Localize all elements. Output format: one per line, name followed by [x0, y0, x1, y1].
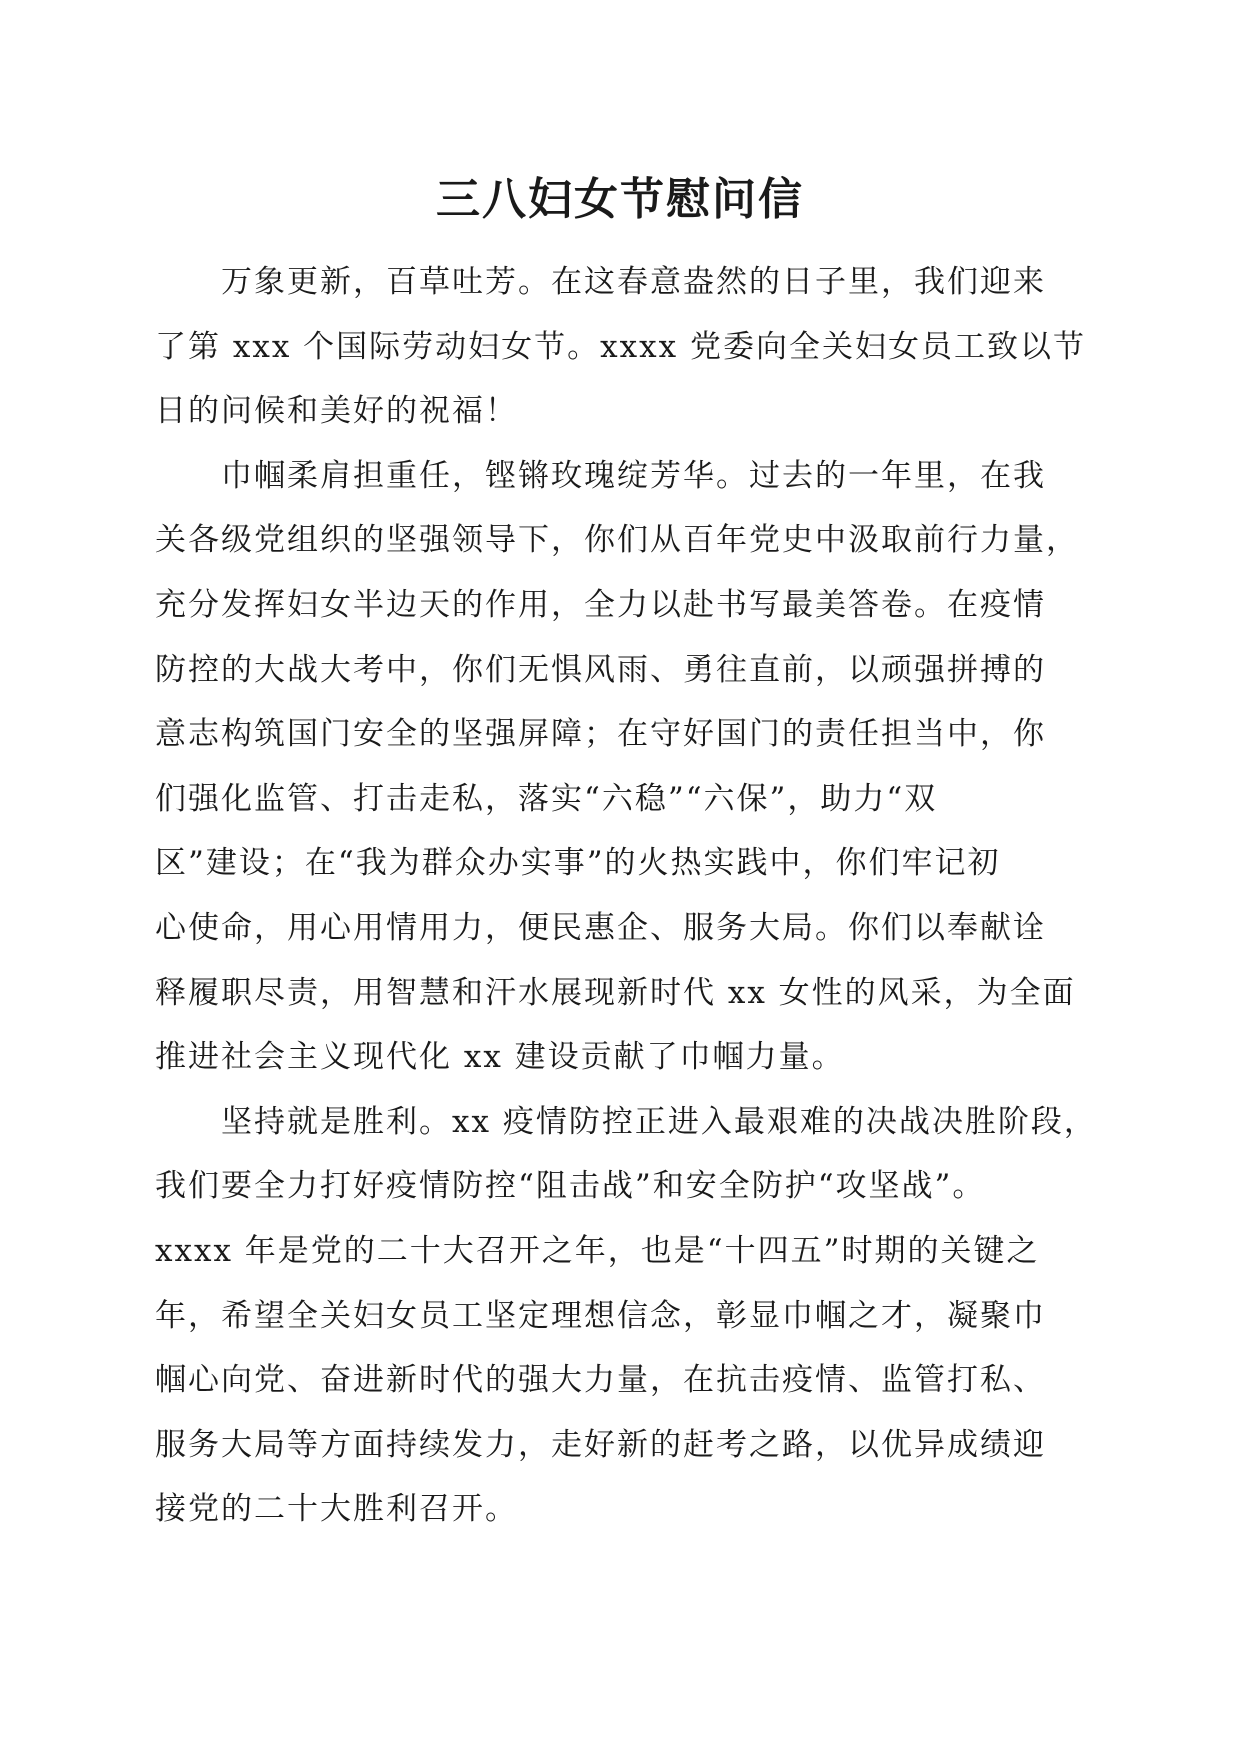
paragraph-3-line-3: xxxx 年是党的二十大召开之年，也是“十四五”时期的关键之 [155, 1232, 1040, 1269]
paragraph-2-line-9: 释履职尽责，用智慧和汗水展现新时代 xx 女性的风采，为全面 [155, 974, 1076, 1011]
paragraph-2-line-1: 巾帼柔肩担重任，铿锵玫瑰绽芳华。过去的一年里，在我 [221, 457, 1046, 494]
paragraph-3-line-4: 年，希望全关妇女员工坚定理想信念，彰显巾帼之才，凝聚巾 [155, 1297, 1046, 1334]
paragraph-1-line-2: 了第 xxx 个国际劳动妇女节。xxxx 党委向全关妇女员工致以节 [155, 328, 1086, 365]
letter-body [155, 250, 1097, 1542]
paragraph-2-line-5: 意志构筑国门安全的坚强屏障；在守好国门的责任担当中，你 [155, 716, 1046, 753]
paragraph-3-line-7: 接党的二十大胜利召开。 [155, 1491, 518, 1528]
paragraph-1-line-1: 万象更新，百草吐芳。在这春意盎然的日子里，我们迎来 [221, 264, 1046, 300]
paragraph-2-line-4: 防控的大战大考中，你们无惧风雨、勇往直前，以顽强拼搏的 [155, 651, 1046, 688]
paragraph-2-line-3: 充分发挥妇女半边天的作用，全力以赴书写最美答卷。在疫情 [155, 586, 1046, 623]
paragraph-1-line-3: 日的问候和美好的祝福！ [155, 393, 518, 430]
paragraph-2-line-8: 心使命，用心用情用力，便民惠企、服务大局。你们以奉献诠 [155, 909, 1046, 946]
paragraph-2-line-10: 推进社会主义现代化 xx 建设贡献了巾帼力量。 [155, 1039, 845, 1076]
paragraph-3-line-1: 坚持就是胜利。xx 疫情防控正进入最艰难的决战决胜阶段， [221, 1103, 1097, 1140]
paragraph-3-line-5: 帼心向党、奋进新时代的强大力量，在抗击疫情、监管打私、 [155, 1362, 1046, 1399]
paragraph-2-line-6: 们强化监管、打击走私，落实“六稳”“六保”，助力“双 [155, 780, 938, 817]
paragraph-2-line-7: 区”建设；在“我为群众办实事”的火热实践中，你们牢记初 [155, 845, 1001, 882]
document-title: 三八妇女节慰问信 [436, 174, 804, 225]
paragraph-3-line-2: 我们要全力打好疫情防控“阻击战”和安全防护“攻坚战”。 [155, 1168, 986, 1205]
paragraph-2-line-2: 关各级党组织的坚强领导下，你们从百年党史中汲取前行力量， [155, 522, 1079, 559]
paragraph-3-line-6: 服务大局等方面持续发力，走好新的赶考之路，以优异成绩迎 [155, 1426, 1046, 1463]
